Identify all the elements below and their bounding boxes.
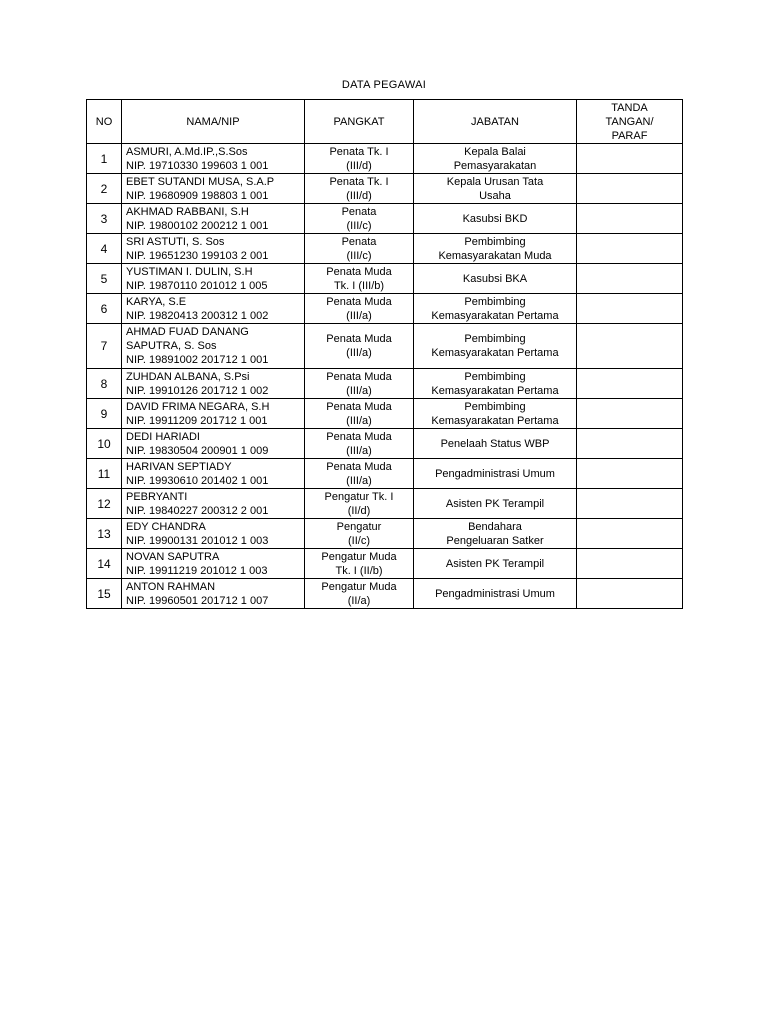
- table-row: [87, 324, 683, 369]
- row-number: 6: [87, 294, 122, 324]
- jabatan-cell-line: Pengeluaran Satker: [446, 534, 544, 547]
- jabatan-cell-line: Kemasyarakatan Pertama: [431, 384, 559, 397]
- jabatan-cell-line: Pemasyarakatan: [453, 159, 537, 172]
- header-jabatan: JABATAN: [414, 100, 577, 144]
- jabatan-cell-line: Kepala Balai: [464, 145, 526, 158]
- nama-nip-cell-line: SRI ASTUTI, S. Sos: [126, 235, 225, 248]
- nama-nip-cell-line: NIP. 19680909 198803 1 001: [126, 189, 269, 202]
- signature-cell: [577, 429, 683, 459]
- pangkat-cell-line: Penata Muda: [326, 430, 392, 443]
- pangkat-cell-line: (III/a): [346, 347, 372, 359]
- nama-nip-cell-line: NIP. 19960501 201712 1 007: [126, 594, 269, 607]
- signature-cell: [577, 294, 683, 324]
- pangkat-cell-line: Penata: [341, 205, 377, 218]
- pangkat-cell-line: (III/c): [346, 249, 372, 262]
- nama-nip-cell-line: ANTON RAHMAN: [126, 580, 216, 593]
- jabatan-cell-line: Kemasyarakatan Pertama: [431, 309, 559, 322]
- nama-nip-cell: [122, 174, 305, 204]
- signature-cell: [577, 324, 683, 369]
- pangkat-cell-line: Tk. I (II/b): [335, 564, 383, 577]
- jabatan-cell-line: Kepala Urusan Tata: [446, 175, 544, 188]
- jabatan-cell-line: Pembimbing: [464, 370, 526, 383]
- signature-cell: [577, 519, 683, 549]
- nama-nip-cell-line: NOVAN SAPUTRA: [126, 550, 220, 563]
- table-row: [87, 399, 683, 429]
- signature-cell: [577, 489, 683, 519]
- table-row: [87, 489, 683, 519]
- nama-nip-cell-line: AHMAD FUAD DANANG: [126, 326, 249, 338]
- nama-nip-cell: [122, 234, 305, 264]
- nama-nip-cell-line: NIP. 19820413 200312 1 002: [126, 309, 269, 322]
- pangkat-cell: [305, 519, 414, 549]
- pangkat-cell-line: (III/a): [346, 414, 372, 427]
- jabatan-cell: [414, 204, 577, 234]
- pangkat-cell: [305, 489, 414, 519]
- row-number: 13: [87, 519, 122, 549]
- jabatan-cell: [414, 489, 577, 519]
- pangkat-cell-line: Pengatur: [336, 520, 382, 533]
- table-row: [87, 144, 683, 174]
- pangkat-cell-line: Penata Muda: [326, 295, 392, 308]
- jabatan-cell-line: Kemasyarakatan Pertama: [431, 347, 559, 359]
- nama-nip-cell-line: NIP. 19651230 199103 2 001: [126, 249, 269, 262]
- pangkat-cell-line: (II/a): [347, 594, 371, 607]
- nama-nip-cell-line: NIP. 19840227 200312 2 001: [126, 504, 269, 517]
- nama-nip-cell-line: HARIVAN SEPTIADY: [126, 460, 232, 473]
- nama-nip-cell-line: NIP. 19911209 201712 1 001: [126, 414, 268, 427]
- nama-nip-cell: [122, 429, 305, 459]
- employee-table: [86, 99, 683, 609]
- nama-nip-cell-line: ASMURI, A.Md.IP.,S.Sos: [126, 145, 248, 158]
- jabatan-cell: [414, 369, 577, 399]
- header-no: NO: [87, 100, 122, 144]
- pangkat-cell-line: (II/d): [347, 504, 371, 517]
- nama-nip-cell-line: KARYA, S.E: [126, 295, 187, 308]
- pangkat-cell-line: (III/a): [346, 474, 372, 487]
- pangkat-cell-line: Penata Muda: [326, 265, 392, 278]
- row-number: 7: [87, 324, 122, 369]
- pangkat-cell: [305, 399, 414, 429]
- nama-nip-cell: [122, 324, 305, 369]
- nama-nip-cell-line: NIP. 19800102 200212 1 001: [126, 219, 269, 232]
- signature-cell: [577, 234, 683, 264]
- nama-nip-cell-line: NIP. 19710330 199603 1 001: [126, 159, 269, 172]
- signature-cell: [577, 174, 683, 204]
- row-number: 15: [87, 579, 122, 609]
- row-number: 8: [87, 369, 122, 399]
- nama-nip-cell-line: DAVID FRIMA NEGARA, S.H: [126, 400, 270, 413]
- jabatan-cell-line: Penelaah Status WBP: [440, 437, 550, 450]
- nama-nip-cell: [122, 549, 305, 579]
- jabatan-cell: [414, 234, 577, 264]
- pangkat-cell-line: Pengatur Tk. I: [324, 490, 394, 503]
- jabatan-cell-line: Kasubsi BKD: [462, 212, 528, 225]
- signature-cell: [577, 459, 683, 489]
- signature-cell: [577, 579, 683, 609]
- nama-nip-cell-line: PEBRYANTI: [126, 490, 188, 503]
- row-number: 10: [87, 429, 122, 459]
- pangkat-cell: [305, 549, 414, 579]
- jabatan-cell-line: Pembimbing: [464, 333, 526, 345]
- nama-nip-cell-line: ZUHDAN ALBANA, S.Psi: [126, 370, 250, 383]
- pangkat-cell-line: Tk. I (III/b): [333, 279, 385, 292]
- row-number: 11: [87, 459, 122, 489]
- header-nama-nip: NAMA/NIP: [122, 100, 305, 144]
- table-row: [87, 369, 683, 399]
- jabatan-cell-line: Usaha: [479, 189, 511, 202]
- pangkat-cell: [305, 174, 414, 204]
- signature-cell: [577, 264, 683, 294]
- signature-cell: [577, 399, 683, 429]
- table-row: [87, 429, 683, 459]
- table-row: [87, 549, 683, 579]
- row-number: 1: [87, 144, 122, 174]
- jabatan-cell: [414, 264, 577, 294]
- pangkat-cell-line: Penata: [341, 235, 377, 248]
- header-tanda-tangan-paraf: [577, 100, 683, 144]
- jabatan-cell: [414, 294, 577, 324]
- pangkat-cell-line: Penata Tk. I: [329, 175, 389, 188]
- jabatan-cell-line: Kasubsi BKA: [462, 272, 528, 285]
- nama-nip-cell-line: YUSTIMAN I. DULIN, S.H: [126, 265, 253, 278]
- nama-nip-cell-line: AKHMAD RABBANI, S.H: [126, 205, 249, 218]
- nama-nip-cell-line: EBET SUTANDI MUSA, S.A.P: [126, 175, 275, 188]
- nama-nip-cell: [122, 294, 305, 324]
- nama-nip-cell: [122, 399, 305, 429]
- table-row: [87, 204, 683, 234]
- table-row: [87, 519, 683, 549]
- pangkat-cell-line: (III/d): [346, 159, 372, 172]
- row-number: 2: [87, 174, 122, 204]
- nama-nip-cell: [122, 459, 305, 489]
- table-row: [87, 264, 683, 294]
- pangkat-cell-line: Penata Tk. I: [329, 145, 389, 158]
- pangkat-cell-line: Penata Muda: [326, 460, 392, 473]
- table-row: [87, 174, 683, 204]
- pangkat-cell: [305, 144, 414, 174]
- pangkat-cell: [305, 324, 414, 369]
- nama-nip-cell-line: NIP. 19891002 201712 1 001: [126, 354, 269, 366]
- row-number: 5: [87, 264, 122, 294]
- pangkat-cell-line: (III/a): [346, 309, 372, 322]
- nama-nip-cell: [122, 489, 305, 519]
- pangkat-cell: [305, 459, 414, 489]
- row-number: 12: [87, 489, 122, 519]
- pangkat-cell-line: Penata Muda: [326, 333, 392, 345]
- header-paraf-line: PARAF: [611, 129, 648, 142]
- jabatan-cell: [414, 144, 577, 174]
- document-title: DATA PEGAWAI: [341, 79, 427, 91]
- table-row: [87, 459, 683, 489]
- jabatan-cell: [414, 399, 577, 429]
- row-number: 14: [87, 549, 122, 579]
- header-pangkat: PANGKAT: [305, 100, 414, 144]
- pangkat-cell-line: Pengatur Muda: [321, 580, 397, 593]
- nama-nip-cell-line: DEDI HARIADI: [126, 430, 200, 443]
- jabatan-cell-line: Asisten PK Terampil: [445, 497, 545, 510]
- pangkat-cell: [305, 234, 414, 264]
- row-number: 3: [87, 204, 122, 234]
- jabatan-cell: [414, 519, 577, 549]
- row-number: 9: [87, 399, 122, 429]
- pangkat-cell: [305, 294, 414, 324]
- nama-nip-cell-line: SAPUTRA, S. Sos: [126, 340, 217, 352]
- pangkat-cell-line: Penata Muda: [326, 370, 392, 383]
- jabatan-cell: [414, 549, 577, 579]
- pangkat-cell-line: (III/c): [346, 219, 372, 232]
- pangkat-cell-line: (II/c): [348, 534, 370, 547]
- nama-nip-cell: [122, 579, 305, 609]
- pangkat-cell: [305, 204, 414, 234]
- nama-nip-cell: [122, 144, 305, 174]
- pangkat-cell: [305, 579, 414, 609]
- jabatan-cell: [414, 174, 577, 204]
- jabatan-cell: [414, 324, 577, 369]
- signature-cell: [577, 144, 683, 174]
- pangkat-cell-line: Penata Muda: [326, 400, 392, 413]
- nama-nip-cell-line: NIP. 19870110 201012 1 005: [126, 279, 268, 292]
- table-header-row: [87, 100, 683, 144]
- signature-cell: [577, 549, 683, 579]
- pangkat-cell: [305, 264, 414, 294]
- pangkat-cell-line: Pengatur Muda: [321, 550, 397, 563]
- jabatan-cell-line: Pembimbing: [464, 400, 526, 413]
- pangkat-cell-line: (III/d): [346, 189, 372, 202]
- nama-nip-cell-line: EDY CHANDRA: [126, 520, 206, 533]
- jabatan-cell-line: Pembimbing: [464, 235, 526, 248]
- nama-nip-cell: [122, 264, 305, 294]
- jabatan-cell-line: Kemasyarakatan Muda: [438, 249, 552, 262]
- table-row: [87, 294, 683, 324]
- jabatan-cell-line: Bendahara: [468, 520, 522, 533]
- jabatan-cell: [414, 579, 577, 609]
- nama-nip-cell-line: NIP. 19911219 201012 1 003: [126, 564, 268, 577]
- table-row: [87, 579, 683, 609]
- header-paraf-line: TANGAN/: [605, 115, 654, 128]
- signature-cell: [577, 369, 683, 399]
- signature-cell: [577, 204, 683, 234]
- jabatan-cell-line: Pengadministrasi Umum: [435, 587, 555, 600]
- jabatan-cell-line: Asisten PK Terampil: [445, 557, 545, 570]
- jabatan-cell-line: Kemasyarakatan Pertama: [431, 414, 559, 427]
- nama-nip-cell: [122, 519, 305, 549]
- jabatan-cell-line: Pembimbing: [464, 295, 526, 308]
- pangkat-cell-line: (III/a): [346, 444, 372, 457]
- jabatan-cell: [414, 429, 577, 459]
- nama-nip-cell-line: NIP. 19910126 201712 1 002: [126, 384, 269, 397]
- nama-nip-cell: [122, 369, 305, 399]
- pangkat-cell-line: (III/a): [346, 384, 372, 397]
- nama-nip-cell-line: NIP. 19930610 201402 1 001: [126, 474, 269, 487]
- nama-nip-cell-line: NIP. 19900131 201012 1 003: [126, 534, 269, 547]
- nama-nip-cell-line: NIP. 19830504 200901 1 009: [126, 444, 269, 457]
- pangkat-cell: [305, 429, 414, 459]
- header-paraf-line: TANDA: [611, 101, 648, 114]
- jabatan-cell-line: Pengadministrasi Umum: [435, 467, 555, 480]
- nama-nip-cell: [122, 204, 305, 234]
- row-number: 4: [87, 234, 122, 264]
- jabatan-cell: [414, 459, 577, 489]
- pangkat-cell: [305, 369, 414, 399]
- table-row: [87, 234, 683, 264]
